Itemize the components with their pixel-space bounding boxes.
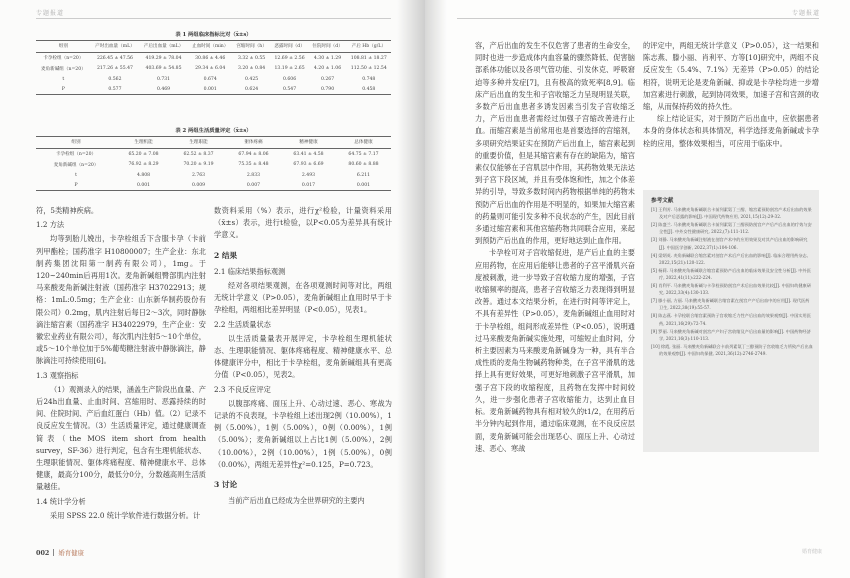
table-cell: t <box>62 76 65 82</box>
section-heading-2-2: 2.2 生活质量状态 <box>214 319 271 329</box>
table-cell: 2.493 <box>301 172 316 178</box>
table1-header: 产后 Hb（g/L） <box>347 41 391 53</box>
table-cell: 6.211 <box>356 172 371 178</box>
footer <box>36 548 84 557</box>
reference-item: [1] 王利芳. 马来酸麦角新碱联合卡前列素氨丁三醇、缩宫素预防剖宫产术后出血的效果及对产后恶露的影响[J]. 中国现代药物应用, 2021,15(12):29-32. <box>651 207 812 220</box>
table-cell: 217.26 ± 55.47 <box>96 66 133 72</box>
table-cell: 4.30 ± 1.29 <box>313 55 342 61</box>
paragraph: 容，产后出血的发生不仅危害了患者的生命安全，同时也进一步造成体内血容量的骤然降低、促害脑部系体功能以及各项气管功能、引发休克、呼吸窘迫等多种并发症[7]，且有极高的致死率[8,9]。临床产后出血的发生和子宫收缩乏力呈现明显关联，多数产后出血患者多诱发因素当引发子宫收缩乏力，产后出血患者需经过加强子宫缩改善进行止血。而缩宫素是当前常用也是首要选择的宫缩剂，多项研究结果证实在预防产后出血上，缩宫素起到的重要价值，但是其缩宫素有存在的缺陷为，缩宫素仅仅能够在子宫肌层中作用，其药物效果无法达到子宫下段区域，并且有受体饱和性，加之个体差异的引导，导致多数时间内药物根据单纯的药物未预防产后出血的作用是不明显的，如果加大缩宫素的药量则可能引发多种不良状态的产生，因此目前多通过缩宫素和其他宫缩药物共同联合应用，来起到预防产后出血的作用，更好地达到止血作用。 <box>475 41 635 246</box>
table-cell: 0.577 <box>91 84 140 94</box>
table-cell: 2.763 <box>191 172 206 178</box>
table-row <box>36 64 391 75</box>
table-cell: 卡孕栓组（n=20） <box>43 56 84 62</box>
table-cell: 3.20 ± 0.84 <box>237 66 266 72</box>
table1-header: 止血时间（min） <box>188 41 233 53</box>
table-row <box>36 52 391 63</box>
table-cell: 226.45 ± 47.56 <box>96 55 133 61</box>
table-cell: 108.81 ± 18.27 <box>350 55 387 61</box>
table-cell: 65.20 ± 7.08 <box>128 151 159 157</box>
table-cell: 0.017 <box>281 180 336 190</box>
table-row <box>36 148 391 159</box>
paragraph: 数资料采用（%）表示，进行χ²检验，计量资料采用（x̄±s）表示，进行t检验，以P<0.05为差异具有统计学意义。 <box>214 206 392 240</box>
table-cell: t <box>75 172 77 178</box>
table1-header: 恶露时间（d） <box>271 41 309 53</box>
table-row <box>36 160 391 171</box>
table-cell: P <box>36 84 91 94</box>
table-row <box>36 170 391 180</box>
gutter-shadow-left <box>397 0 425 578</box>
table-row <box>36 84 391 94</box>
table1-clinical-indicators <box>36 40 391 95</box>
reference-item: [9] 罗丽. 马来酸麦角新碱对剖宫产产妇子宫收缩及产后出血量的影响[J]. 中国药物经济学, 2021,16(3):110-113. <box>651 328 811 341</box>
paragraph: 的评定中，两组无统计学意义（P>0.05），这一结果和陈志燕、滕小丽、肖利平、方等[10]研究中，两组不良反应发生（5.4%、7.1%）无差异（P>0.05）的结论相符，说明无论是麦角新碱、抑或是卡孕栓均进一步增加宫素进行刺激，起到协同效果，加速子宫和宫颈的收缩，从而保持药效的持久性。 <box>643 41 819 112</box>
paragraph: 以腹部疼痛、面压上升、心动过速、恶心、寒战为记录的不良表现，卡孕栓组上述出现2例（10.00%），1例（5.00%），1例（5.00%），0例（0.00%），1例（5.00%）；麦角新碱组以上占比1例（5.00%），2例（10.00%），2例（10.00%），1例（5.00%），0例（0.00%），两组无差异性χ²=0.125，P=0.723。 <box>214 398 392 469</box>
reference-item: [5] 杨莉. 马来酸麦角新碱联合缩宫素预防产后出血的临床效果及安全性分析[J]. 中外医疗, 2022,41(11):222-224. <box>651 267 811 281</box>
table-cell: 0.007 <box>226 180 281 190</box>
table-cell: 0.001 <box>188 84 233 94</box>
reference-item: [4] 梁炳英. 麦角新碱联合缩宫素对剖宫产术后产后出血的影响[J]. 临床合理用药杂志, 2022,15(21):120-122. <box>651 252 809 265</box>
paragraph: 以生活质量量表开展评定，卡孕栓组生理机能状态、生理职能情况、躯体疼痛程度、精神健康水平、总体健康评分中，相比于卡孕栓组，麦角新碱组具有更高分值（P<0.05），见表2。 <box>214 333 392 380</box>
paragraph: 均等到胎儿娩出，卡孕栓组舌下含服卡孕（卡前列甲酯栓；国药准字 H10800007；生产企业：东北制药集团沈阳第一制药有限公司），1mg。于120~240min后再用1次。麦角新碱组臀部肌内注射马来酸麦角新碱注射液（国药准字 H37022913；规格：1mL:0.5mg；生产企业：山东新华制药股份有限公司）0.2mg，肌内注射后每日2～3次，同时静脉滴注缩宫素（国药准字 H34022979，生产企业：安徽宏业药业有限公司），每次肌内注射5～10个单位，或5～10个单位加于5%葡萄糖注射液中静脉滴注，静脉滴注可持续使用[6]。 <box>36 234 206 366</box>
paragraph: （1）观测录入的结果，涵盖生产阶段出血量、产后24h出血量、止血时间、宫缩用时、恶露持续的时间、住院时间、产后血红蛋白（Hb）值。（2）记录不良反应发生情况。（3）生活质量评定，通过健康调查简表（the MOS item short from health survey，SF-36）进行判定，包含有生理机能状态、生理职能情况、躯体疼痛程度、精神健康水平、总体健康，最高分100分，最低分0分，分数越高则生活质量越佳。 <box>36 384 206 492</box>
table-cell: 80.60 ± 8.88 <box>348 162 379 168</box>
section-heading-2-3: 2.3 不良反应评定 <box>214 384 271 394</box>
journal-name: 婚育健康 <box>58 549 84 557</box>
table-cell: 2.833 <box>246 172 261 178</box>
section-heading-2-1: 2.1 临床结果指标观测 <box>214 266 286 276</box>
reference-item: [10] 徐霞, 张丽. 马来酸麦角新碱联合卡前列素氨丁三醇预防子宫收缩乏力所致产后出血的效果观察[J]. 中国妇幼保健, 2021,36(12):2746-2749. <box>651 343 813 356</box>
paragraph: 卡孕栓可对子宫收缩促进，是产后止血的主要应用药物，在应用后能够让患者的子宫平滑肌兴奋度被刺激，进一步导致子宫收缩力度的增强，子宫收缩频率的提高，患者子宫收缩乏力表现得到明显改善。通过本文结果分析，在进行时间等评定上，不具有差异性（P>0.05），麦角新碱组止血用时对于卡孕栓组，组间形成差异性（P<0.05），说明通过马来酸麦角新碱实施处理，可缩短止血时间，分析主要因素为马来酸麦角新碱身为一种，具有半合成性质的麦角生物碱药物种类，在子宫平滑肌的选择上具有更好效果，可更好地刺激子宫平滑肌，加强子宫下段的收缩程度，且药物在发挥中时间较久，进一步强化患者子宫收缩能力，达到止血目标。麦角新碱药物具有相对较久的t1/2，在用药后半分钟内起到作用，通过临床观测，在不良反应层面，麦角新碱可能会出现恶心、面压上升、心动过速、恶心、寒战 <box>475 248 635 453</box>
table-cell: 4.808 <box>136 172 151 178</box>
table1-caption: 表 1 两组临床指标比对（x̄±s） <box>175 32 252 38</box>
table2-header: 精神健康 <box>281 137 336 149</box>
section-heading-3: 3 讨论 <box>214 480 238 490</box>
reference-item: [7] 滕小丽, 方丽. 马来酸麦角新碱联合缩宫素在剖宫产产后出血中的应用[J]. 现代医药卫生, 2022,38(19):55-57. <box>651 298 810 311</box>
table-cell: 75.35 ± 8.48 <box>238 162 269 168</box>
table-cell: 0.748 <box>362 76 376 82</box>
table-cell: 64.75 ± 7.17 <box>348 151 379 157</box>
table1-header-row <box>36 41 391 53</box>
running-head-left: 专题报道 <box>36 10 65 17</box>
table1-header: 产时出血量（mL） <box>91 41 140 53</box>
reference-item: [3] 刘静. 马来酸麦角新碱注射液在剖宫产术中的应用效果及对其产后出血的影响研究[J]. 中国医学创新, 2022,37(1):104-106. <box>651 237 808 250</box>
table-cell: 0.547 <box>271 84 309 94</box>
table-cell: 13.19 ± 2.65 <box>274 66 305 72</box>
table2-header: 躯体疼痛 <box>226 137 281 149</box>
table-cell: 0.562 <box>108 76 122 82</box>
table1-header: 产后出血量（mL） <box>139 41 188 53</box>
paragraph: 经对各项结果观测，在各项观测时间等对比，两组无统计学意义（P>0.05），麦角新碱组止血用时早于卡孕栓组，两组相比差异明显（P<0.05），见表1。 <box>214 281 392 315</box>
table-cell: 3.32 ± 0.55 <box>237 55 266 61</box>
table-cell: 76.92 ± 8.29 <box>128 162 159 168</box>
table-cell: 0.425 <box>245 76 259 82</box>
references-title: 参考文献 <box>651 198 674 204</box>
header-rule-right <box>457 18 819 19</box>
table-cell: 麦角新碱组（n=20） <box>53 162 99 168</box>
reference-item: [6] 肖利平. 马来酸麦角新碱与卡孕栓预防剖宫产术后出血效果比较[J]. 中国妇幼健康研究, 2022,33(4):130-133. <box>651 282 811 296</box>
table-cell: 0.469 <box>139 84 188 94</box>
references-list <box>651 206 813 358</box>
table2-header: 生理机能 <box>116 137 171 149</box>
table-row <box>36 180 391 190</box>
reference-item: [8] 陈志燕. 卡孕栓联合缩宫素预防子宫收缩乏力性产后出血的效果观察[J]. 中国实用医药, 2021,16(29):72-74. <box>651 313 811 326</box>
footer-divider <box>53 549 54 556</box>
header-rule-left <box>36 18 391 19</box>
table-cell: 0.606 <box>283 76 297 82</box>
table-cell: P <box>36 180 116 190</box>
section-heading-1-4: 1.4 统计学分析 <box>36 496 86 506</box>
right-column-1 <box>475 40 635 455</box>
gutter-shadow-right <box>425 0 447 578</box>
table-cell: 419.29 ± 78.04 <box>145 55 182 61</box>
table-cell: 4.20 ± 1.06 <box>313 66 342 72</box>
table2-header: 组别 <box>36 137 116 149</box>
reference-item: [2] 陈盛兰. 马来酸麦角新碱联合卡前列素氨丁三醇预防剖宫产产后产后出血的疗效与安全性[J]. 中外女性健康研究, 2022,(7):111-112. <box>651 222 812 235</box>
table-cell: 0.624 <box>233 84 271 94</box>
left-column-1 <box>36 205 206 522</box>
table-cell: 112.50 ± 12.54 <box>350 66 387 72</box>
table-row <box>36 74 391 84</box>
left-column-2 <box>214 205 392 507</box>
right-page <box>425 0 850 578</box>
references-box <box>643 190 819 452</box>
table-cell: 62.52 ± 8.37 <box>183 151 214 157</box>
table2-header: 生理职能 <box>171 137 226 149</box>
section-heading-2: 2 结果 <box>214 250 238 260</box>
paragraph: 符，5类精神疾病。 <box>36 206 99 215</box>
table-cell: 67.93 ± 6.69 <box>293 162 324 168</box>
table1-header: 宫缩时间（h） <box>233 41 271 53</box>
table-cell: 0.001 <box>116 180 171 190</box>
table-cell: 403.69 ± 54.85 <box>145 66 182 72</box>
table-cell: 12.69 ± 2.56 <box>274 55 305 61</box>
table-cell: 0.790 <box>309 84 347 94</box>
table-cell: 0.001 <box>336 180 391 190</box>
table2-header: 总体健康 <box>336 137 391 149</box>
table2-header-row <box>36 137 391 149</box>
table-cell: 卡孕栓组（n=20） <box>55 152 97 158</box>
table-cell: 麦角新碱组（n=20） <box>40 66 86 72</box>
table-cell: 63.41 ± 4.58 <box>293 151 324 157</box>
page-number: 002 <box>36 549 50 557</box>
table2-quality-of-life <box>36 136 391 191</box>
table-cell: 0.674 <box>203 76 217 82</box>
paragraph: 综上结论证实，对于预防产后出血中，应依据患者本身的身体状态和具体情况，科学选择麦角新碱或卡孕栓的应用，整体效果相当，可应用于临床中。 <box>643 114 819 148</box>
table-cell: 70.20 ± 9.19 <box>183 162 214 168</box>
table1-header: 组别 <box>36 41 91 53</box>
table2-caption: 表 2 两组生活质量评定（x̄±s） <box>175 128 252 134</box>
paragraph: 当前产后出血已经成为全世界研究的主要内 <box>228 496 365 506</box>
footer-right: 婚育健康 <box>801 549 822 555</box>
table1-header: 住院时间（d） <box>309 41 347 53</box>
section-heading-1-2: 1.2 方法 <box>36 220 65 230</box>
table-cell: 0.267 <box>320 76 335 82</box>
right-column-2 <box>643 40 819 150</box>
table-cell: 67.94 ± 8.06 <box>238 151 269 157</box>
table-cell: 29.34 ± 6.04 <box>195 66 226 72</box>
table-cell: 30.86 ± 4.46 <box>195 55 226 61</box>
section-heading-1-3: 1.3 观察指标 <box>36 370 79 380</box>
table-cell: 0.731 <box>156 76 171 82</box>
paragraph: 采用 SPSS 22.0 统计学软件进行数据分析。计 <box>50 510 201 520</box>
running-head-right: 专题报道 <box>791 10 820 17</box>
table-cell: 0.458 <box>347 84 391 94</box>
table-cell: 0.009 <box>171 180 226 190</box>
